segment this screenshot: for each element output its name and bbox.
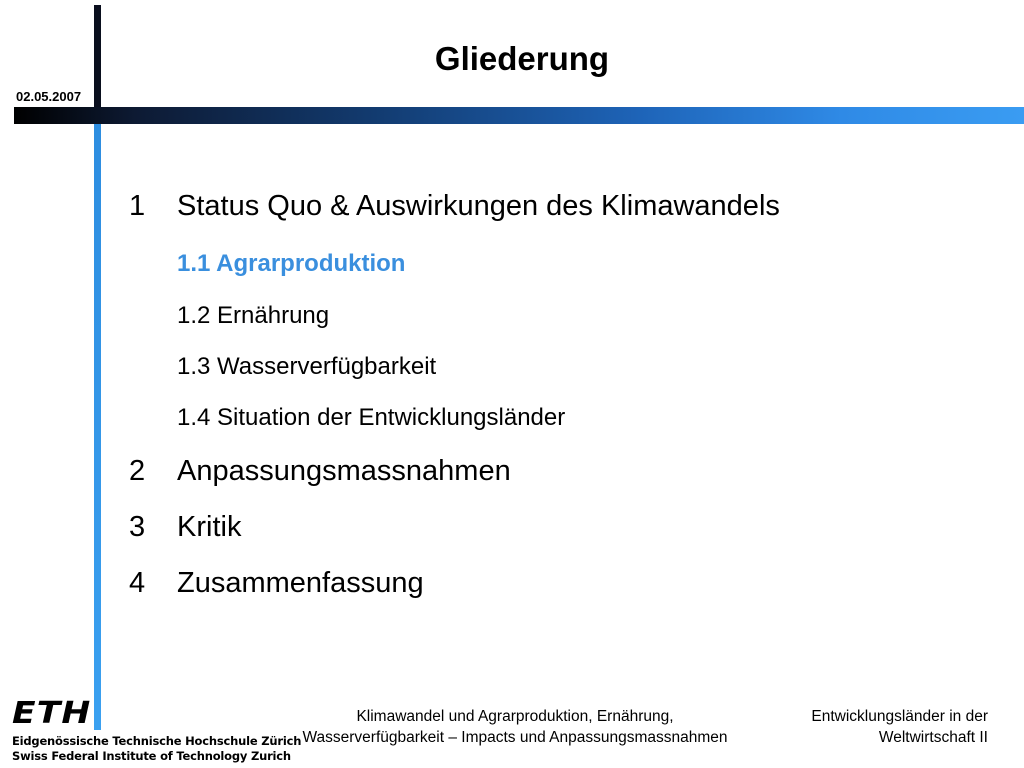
footer-presentation-title (270, 706, 760, 748)
outline-text: Anpassungsmassnahmen (177, 455, 511, 487)
footer-right-line-1: Entwicklungsländer in der (811, 708, 988, 725)
outline-text: 1.3 Wasserverfügbarkeit (177, 353, 437, 380)
outline-text: Kritik (177, 511, 242, 543)
header-gradient-bar (14, 107, 1024, 124)
footer-course-title (748, 706, 988, 748)
slide-date: 02.05.2007 (16, 89, 82, 104)
eth-logo (12, 696, 302, 763)
outline-number: 4 (129, 567, 146, 599)
slide-title: Gliederung (434, 40, 610, 77)
vertical-bar-bottom (94, 116, 101, 730)
footer-center-line-2: Wasserverfügbarkeit – Impacts und Anpassungsmassnahmen (302, 729, 728, 746)
outline-item-1-4 (177, 404, 565, 432)
outline-text: Status Quo & Auswirkungen des Klimawandels (177, 190, 780, 222)
outline-number: 3 (129, 511, 146, 543)
footer-right-line-2: Weltwirtschaft II (878, 729, 988, 746)
footer-center-line-1: Klimawandel und Agrarproduktion, Ernährung, (356, 708, 674, 725)
outline-number: 1 (129, 190, 146, 222)
outline-item-1-2 (177, 302, 329, 330)
eth-logo-mark: ETH (12, 696, 92, 731)
outline-item-1-1 (177, 250, 405, 278)
outline-item-1-3 (177, 353, 436, 381)
eth-logo-line-2: Swiss Federal Institute of Technology Zurich (12, 749, 291, 763)
outline-text: 1.1 Agrarproduktion (177, 250, 406, 277)
eth-logo-line-1: Eidgenössische Technische Hochschule Zürich (12, 734, 302, 748)
outline-text: Zusammenfassung (177, 567, 424, 599)
outline-number: 2 (129, 455, 146, 487)
outline-text: 1.4 Situation der Entwicklungsländer (177, 404, 566, 431)
outline-text: 1.2 Ernährung (177, 302, 330, 329)
